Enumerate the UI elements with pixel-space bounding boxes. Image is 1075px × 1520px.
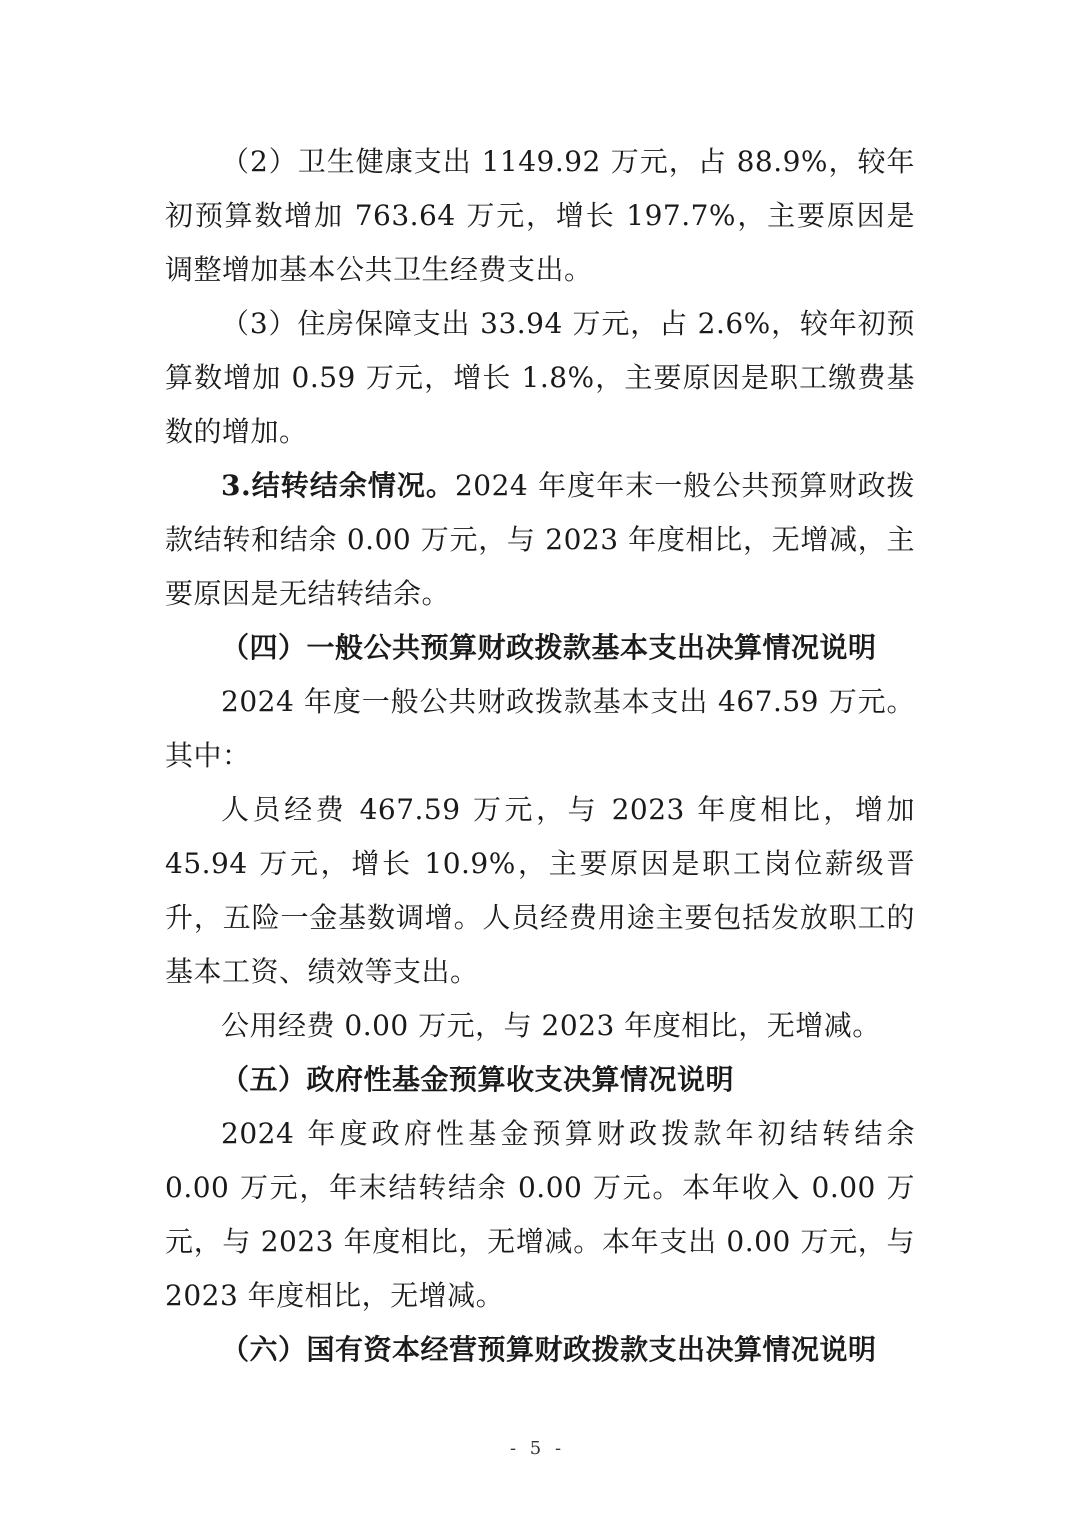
paragraph-public-expenses: 公用经费 0.00 万元，与 2023 年度相比，无增减。 bbox=[221, 1009, 881, 1042]
paragraph-carryover bbox=[165, 459, 915, 621]
page-number: - 5 - bbox=[509, 1438, 566, 1459]
carryover-body: 2024 年度年末一般公共预算财政拨款结转和结余 0.00 万元，与 2023 年度相比，无增减，主要原因是无结转结余。 bbox=[165, 469, 915, 610]
heading-basic-expenditure: （四）一般公共预算财政拨款基本支出决算情况说明 bbox=[221, 631, 877, 664]
heading-government-fund: （五）政府性基金预算收支决算情况说明 bbox=[221, 1063, 735, 1096]
paragraph-personnel-expenses: 人员经费 467.59 万元，与 2023 年度相比，增加 45.94 万元，增长 10.9%，主要原因是职工岗位薪级晋升，五险一金基数调增。人员经费用途主要包括发放职工的基本工资、绩效等支出。 bbox=[165, 793, 915, 988]
paragraph-government-fund: 2024 年度政府性基金预算财政拨款年初结转结余 0.00 万元，年末结转结余 0.00 万元。本年收入 0.00 万元，与 2023 年度相比，无增减。本年支出 0.00 万元，与 2023 年度相比，无增减。 bbox=[165, 1117, 915, 1312]
paragraph-health-expenditure: （2）卫生健康支出 1149.92 万元，占 88.9%，较年初预算数增加 763.64 万元，增长 197.7%，主要原因是调整增加基本公共卫生经费支出。 bbox=[165, 145, 915, 286]
carryover-lead: 3.结转结余情况。 bbox=[221, 469, 455, 502]
paragraph-basic-total: 2024 年度一般公共财政拨款基本支出 467.59 万元。其中： bbox=[165, 685, 915, 772]
paragraph-housing-expenditure: （3）住房保障支出 33.94 万元，占 2.6%，较年初预算数增加 0.59 万元，增长 1.8%，主要原因是职工缴费基数的增加。 bbox=[165, 307, 915, 448]
heading-state-capital: （六）国有资本经营预算财政拨款支出决算情况说明 bbox=[221, 1333, 877, 1366]
